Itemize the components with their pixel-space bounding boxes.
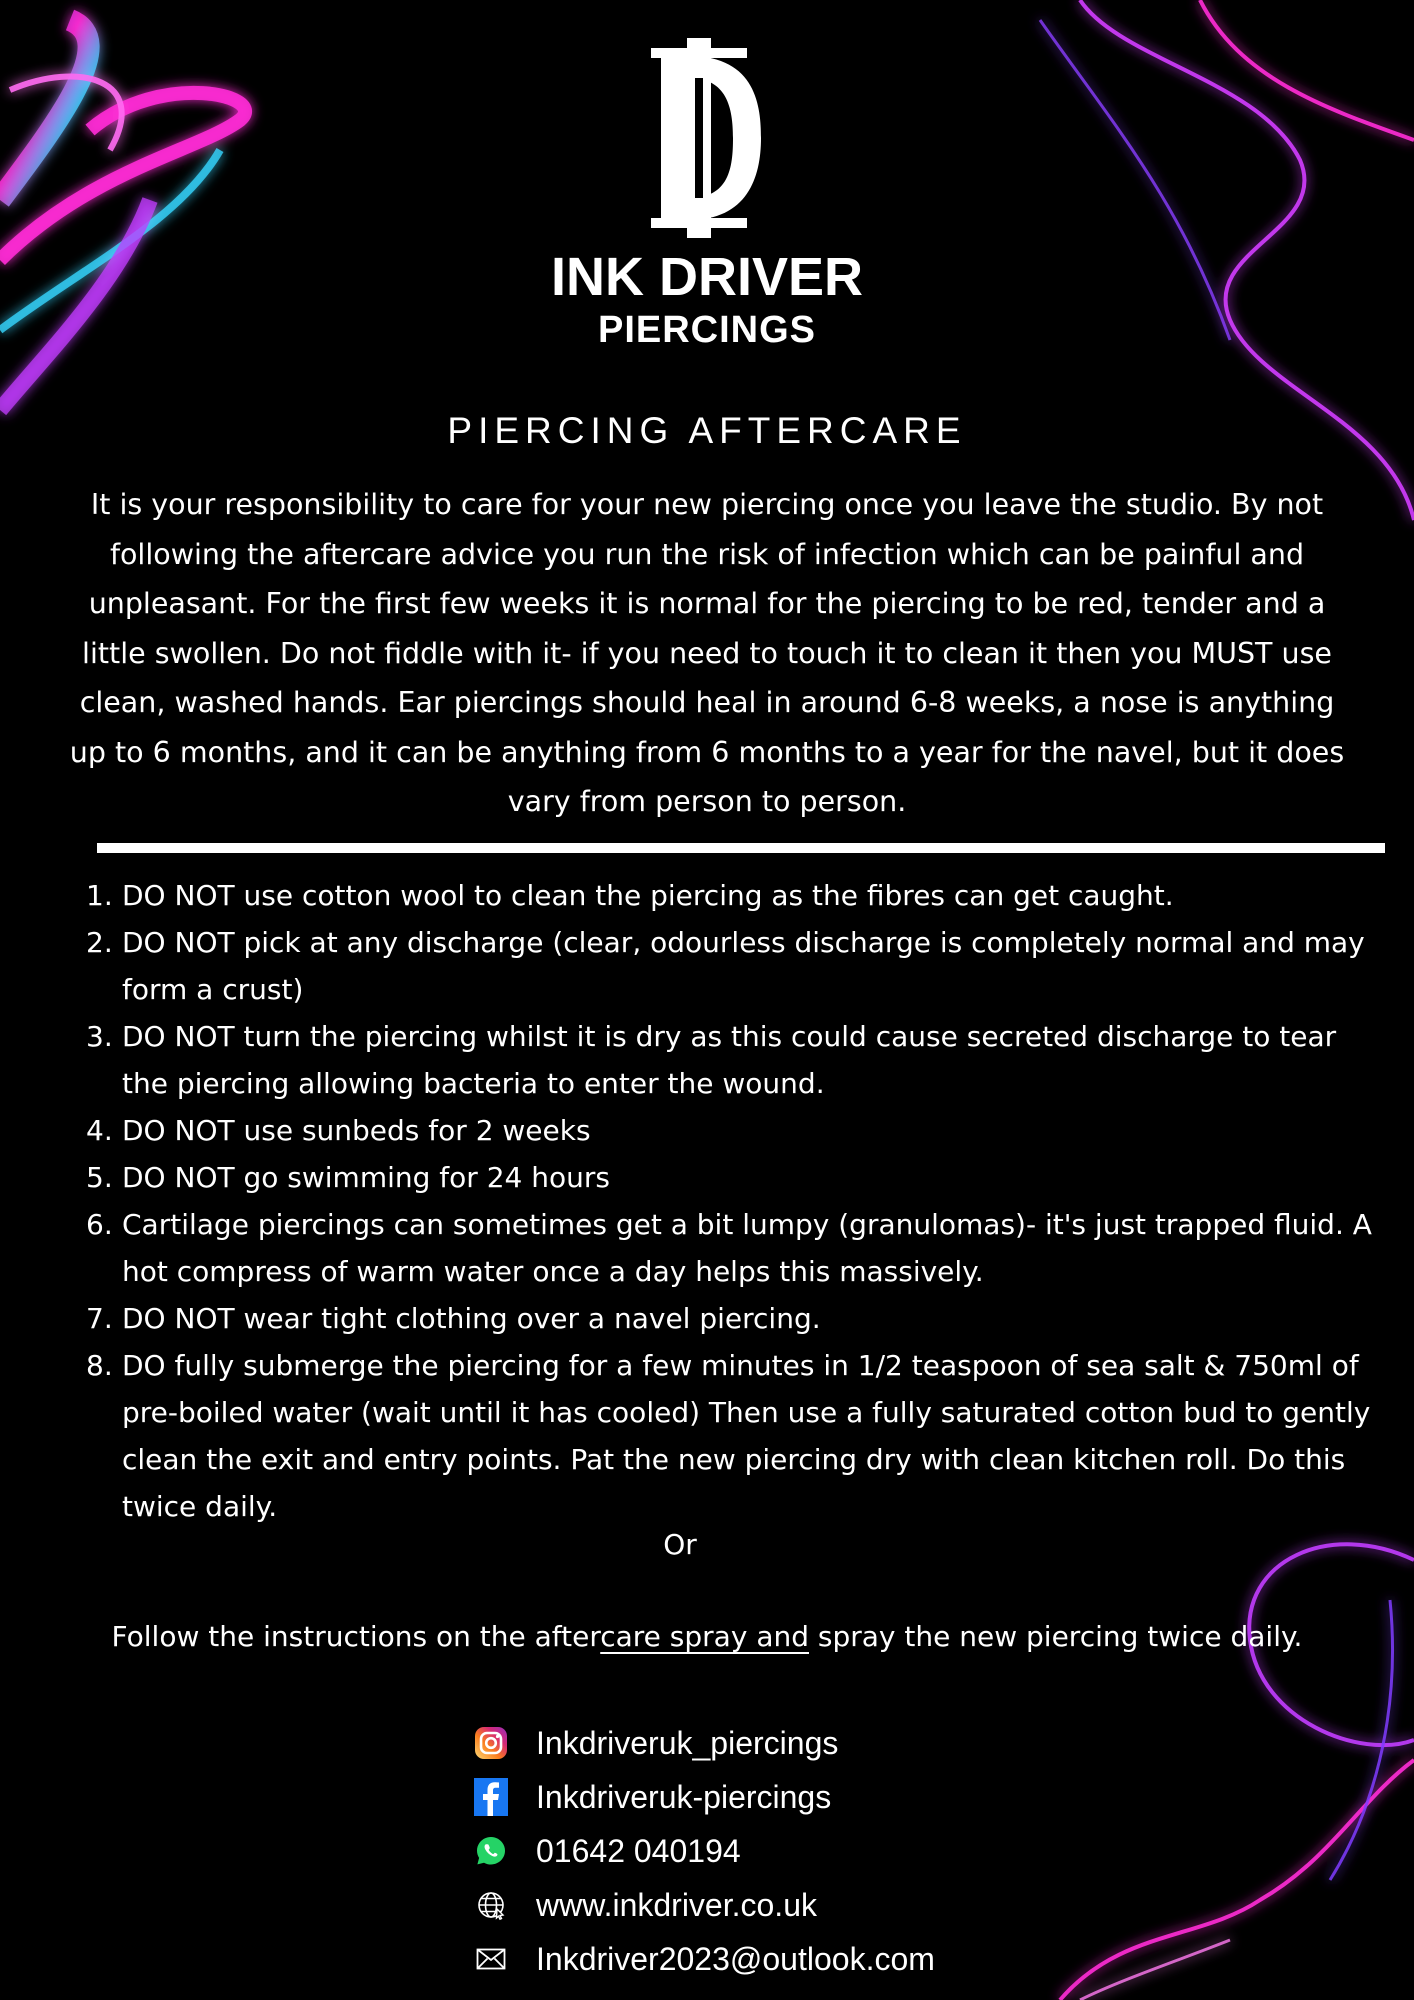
contact-text: Inkdriveruk_piercings xyxy=(536,1724,839,1761)
list-item-text: DO NOT pick at any discharge (clear, odourless discharge is completely normal and may form a crust) xyxy=(122,926,1365,1006)
list-item-text: DO fully submerge the piercing for a few minutes in 1/2 teaspoon of sea salt & 750ml of pre-boiled water (wait until it has cooled) Then use a fully saturated cotton bud to gently clean the exit and entry points. Pat the new piercing dry with clean kitchen roll. Do this twice daily. xyxy=(122,1349,1371,1523)
whatsapp-icon xyxy=(470,1830,512,1872)
list-item-text: DO NOT use cotton wool to clean the piercing as the fibres can get caught. xyxy=(122,879,1174,912)
contact-website[interactable] xyxy=(470,1878,1170,1932)
list-item-text: DO NOT wear tight clothing over a navel piercing. xyxy=(122,1302,821,1335)
list-item xyxy=(86,1013,1390,1107)
list-item-number: 4. xyxy=(86,1114,113,1147)
list-item-number: 7. xyxy=(86,1302,113,1335)
list-item-number: 6. xyxy=(86,1208,113,1241)
facebook-icon xyxy=(470,1776,512,1818)
ink-driver-logo xyxy=(637,38,761,238)
email-icon xyxy=(470,1938,512,1980)
list-item-number: 1. xyxy=(86,879,113,912)
contact-text: www.inkdriver.co.uk xyxy=(536,1886,817,1923)
follow-text-underlined: care spray and xyxy=(600,1620,809,1653)
contact-email[interactable] xyxy=(470,1932,1170,1986)
list-item-text: DO NOT turn the piercing whilst it is dry as this could cause secreted discharge to tear the piercing allowing bacteria to enter the wound. xyxy=(122,1020,1337,1100)
list-item-number: 2. xyxy=(86,926,113,959)
list-item xyxy=(86,1154,1390,1201)
or-separator: Or xyxy=(663,1528,697,1561)
list-item xyxy=(86,919,1390,1013)
list-item-number: 5. xyxy=(86,1161,113,1194)
list-item xyxy=(86,1201,1390,1295)
list-item-text: DO NOT use sunbeds for 2 weeks xyxy=(122,1114,591,1147)
list-item xyxy=(86,1107,1390,1154)
list-item xyxy=(86,1295,1390,1342)
follow-text-pre: Follow the instructions on the after xyxy=(111,1620,601,1653)
list-item-text: DO NOT go swimming for 24 hours xyxy=(122,1161,610,1194)
contact-text: Inkdriver2023@outlook.com xyxy=(536,1940,935,1977)
divider xyxy=(97,843,1385,853)
page-title: PIERCING AFTERCARE xyxy=(447,410,967,451)
contact-whatsapp[interactable] xyxy=(470,1824,1170,1878)
follow-text-post: spray the new piercing twice daily. xyxy=(809,1620,1303,1653)
aftercare-rules-list xyxy=(86,872,1390,1530)
contact-list xyxy=(470,1716,1170,1986)
contact-text: Inkdriveruk-piercings xyxy=(536,1778,832,1815)
list-item-text: Cartilage piercings can sometimes get a bit lumpy (granulomas)- it's just trapped fluid. A hot compress of warm water once a day helps this massively. xyxy=(122,1208,1372,1288)
contact-text: 01642 040194 xyxy=(536,1832,741,1869)
list-item xyxy=(86,1342,1390,1530)
follow-instructions xyxy=(0,1620,1414,1653)
contact-facebook[interactable] xyxy=(470,1770,1170,1824)
brand-subtitle: PIERCINGS xyxy=(597,309,817,351)
globe-icon xyxy=(470,1884,512,1926)
list-item-number: 3. xyxy=(86,1020,113,1053)
list-item-number: 8. xyxy=(86,1349,113,1382)
intro-paragraph: It is your responsibility to care for your new piercing once you leave the studio. By not following the aftercare advice you run the risk of infection which can be painful and unpleasant. For the first few weeks it is normal for the piercing to be red, tender and a little swollen. Do not fiddle with it- if you need to touch it to clean it then you MUST use clean, washed hands. Ear piercings should heal in around 6-8 weeks, a nose is anything up to 6 months, and it can be anything from 6 months to a year for the navel, but it does vary from person to person. xyxy=(69,488,1345,818)
instagram-icon xyxy=(470,1722,512,1764)
contact-instagram[interactable] xyxy=(470,1716,1170,1770)
brand-name: INK DRIVER xyxy=(550,247,864,307)
list-item xyxy=(86,872,1390,919)
